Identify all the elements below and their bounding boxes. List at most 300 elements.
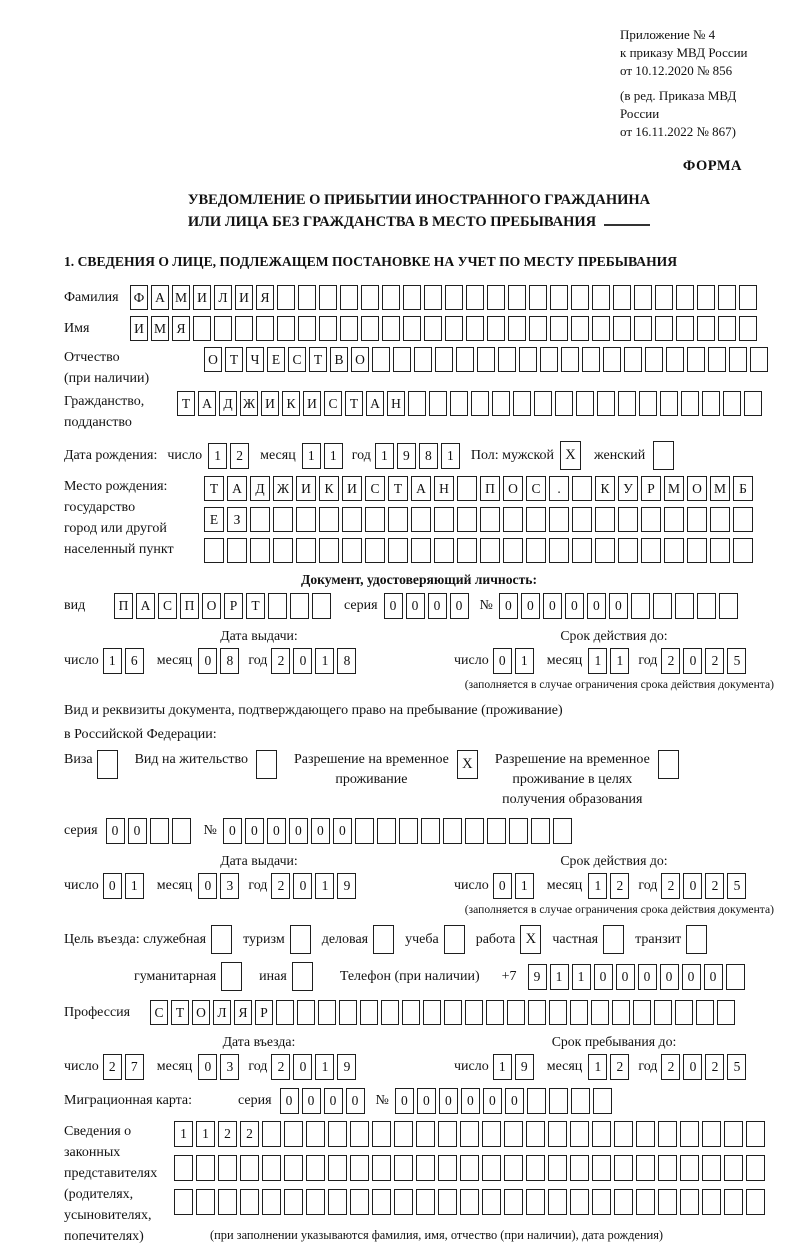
char-cell[interactable]: Д: [250, 476, 270, 501]
char-cell[interactable]: [492, 391, 510, 416]
char-cell[interactable]: [174, 1155, 193, 1181]
char-cell[interactable]: [507, 1000, 525, 1025]
char-cell[interactable]: [504, 1155, 523, 1181]
visa-checkbox[interactable]: [97, 750, 121, 779]
char-cell[interactable]: [572, 476, 592, 501]
char-cell[interactable]: [340, 316, 358, 341]
char-cell[interactable]: [697, 285, 715, 310]
char-cell[interactable]: 0: [417, 1088, 436, 1114]
migcard-series-cells[interactable]: [280, 1088, 368, 1114]
char-cell[interactable]: Л: [214, 285, 232, 310]
char-cell[interactable]: [526, 1189, 545, 1215]
char-cell[interactable]: 1: [324, 443, 343, 469]
char-cell[interactable]: [550, 285, 568, 310]
char-cell[interactable]: [696, 1000, 714, 1025]
char-cell[interactable]: 0: [245, 818, 264, 844]
char-cell[interactable]: [487, 818, 506, 844]
entry-year-cells[interactable]: [271, 1054, 359, 1080]
char-cell[interactable]: [613, 285, 631, 310]
iddoc-issue-year-cells[interactable]: [271, 648, 359, 674]
char-cell[interactable]: [746, 1121, 765, 1147]
char-cell[interactable]: 0: [293, 873, 312, 899]
migcard-number-cells[interactable]: [395, 1088, 615, 1114]
char-cell[interactable]: [434, 507, 454, 532]
char-cell[interactable]: [296, 507, 316, 532]
char-cell[interactable]: А: [151, 285, 169, 310]
char-cell[interactable]: [519, 347, 537, 372]
char-cell[interactable]: [460, 1121, 479, 1147]
char-cell[interactable]: [548, 1155, 567, 1181]
char-cell[interactable]: 1: [588, 1054, 607, 1080]
char-cell[interactable]: [382, 316, 400, 341]
char-cell[interactable]: X: [520, 925, 541, 954]
char-cell[interactable]: [526, 1121, 545, 1147]
char-cell[interactable]: [350, 1189, 369, 1215]
char-cell[interactable]: [618, 538, 638, 563]
char-cell[interactable]: [290, 925, 311, 954]
char-cell[interactable]: Т: [204, 476, 224, 501]
char-cell[interactable]: Ж: [240, 391, 258, 416]
resdoc-valid-month-cells[interactable]: [588, 873, 632, 899]
reps-row2-cells[interactable]: [174, 1155, 768, 1181]
char-cell[interactable]: [402, 1000, 420, 1025]
char-cell[interactable]: [372, 1189, 391, 1215]
char-cell[interactable]: 1: [125, 873, 144, 899]
char-cell[interactable]: П: [114, 593, 133, 619]
char-cell[interactable]: [196, 1155, 215, 1181]
char-cell[interactable]: X: [560, 441, 581, 470]
char-cell[interactable]: [526, 507, 546, 532]
char-cell[interactable]: [150, 818, 169, 844]
char-cell[interactable]: [597, 391, 615, 416]
char-cell[interactable]: [676, 285, 694, 310]
char-cell[interactable]: [284, 1155, 303, 1181]
char-cell[interactable]: [424, 285, 442, 310]
char-cell[interactable]: [319, 538, 339, 563]
char-cell[interactable]: Т: [177, 391, 195, 416]
char-cell[interactable]: О: [192, 1000, 210, 1025]
char-cell[interactable]: Н: [434, 476, 454, 501]
char-cell[interactable]: [403, 316, 421, 341]
char-cell[interactable]: 0: [128, 818, 147, 844]
char-cell[interactable]: [328, 1189, 347, 1215]
char-cell[interactable]: С: [526, 476, 546, 501]
surname-cells[interactable]: [130, 285, 760, 310]
char-cell[interactable]: 1: [208, 443, 227, 469]
char-cell[interactable]: 0: [493, 873, 512, 899]
char-cell[interactable]: 2: [661, 648, 680, 674]
char-cell[interactable]: 0: [450, 593, 469, 619]
char-cell[interactable]: Я: [172, 316, 190, 341]
char-cell[interactable]: [595, 507, 615, 532]
char-cell[interactable]: [571, 285, 589, 310]
char-cell[interactable]: [350, 1121, 369, 1147]
char-cell[interactable]: [393, 347, 411, 372]
char-cell[interactable]: О: [503, 476, 523, 501]
char-cell[interactable]: [658, 1121, 677, 1147]
char-cell[interactable]: И: [296, 476, 316, 501]
char-cell[interactable]: И: [235, 285, 253, 310]
char-cell[interactable]: [456, 347, 474, 372]
char-cell[interactable]: 0: [311, 818, 330, 844]
char-cell[interactable]: И: [303, 391, 321, 416]
profession-cells[interactable]: [150, 1000, 738, 1025]
char-cell[interactable]: [460, 1189, 479, 1215]
char-cell[interactable]: [262, 1155, 281, 1181]
char-cell[interactable]: [614, 1155, 633, 1181]
char-cell[interactable]: [681, 391, 699, 416]
char-cell[interactable]: [319, 316, 337, 341]
char-cell[interactable]: [424, 316, 442, 341]
char-cell[interactable]: О: [202, 593, 221, 619]
char-cell[interactable]: [381, 1000, 399, 1025]
char-cell[interactable]: [298, 285, 316, 310]
char-cell[interactable]: [686, 925, 707, 954]
char-cell[interactable]: [555, 391, 573, 416]
char-cell[interactable]: [744, 391, 762, 416]
char-cell[interactable]: [211, 925, 232, 954]
char-cell[interactable]: [429, 391, 447, 416]
char-cell[interactable]: Р: [641, 476, 661, 501]
char-cell[interactable]: [613, 316, 631, 341]
char-cell[interactable]: [570, 1189, 589, 1215]
char-cell[interactable]: [480, 507, 500, 532]
char-cell[interactable]: [284, 1189, 303, 1215]
char-cell[interactable]: 0: [289, 818, 308, 844]
char-cell[interactable]: [416, 1155, 435, 1181]
char-cell[interactable]: 1: [174, 1121, 193, 1147]
char-cell[interactable]: [445, 316, 463, 341]
char-cell[interactable]: 0: [346, 1088, 365, 1114]
char-cell[interactable]: [457, 476, 477, 501]
char-cell[interactable]: 0: [439, 1088, 458, 1114]
char-cell[interactable]: [504, 1189, 523, 1215]
char-cell[interactable]: [636, 1121, 655, 1147]
phone-cells[interactable]: [528, 964, 748, 990]
char-cell[interactable]: [549, 507, 569, 532]
char-cell[interactable]: [382, 285, 400, 310]
char-cell[interactable]: 0: [302, 1088, 321, 1114]
char-cell[interactable]: К: [319, 476, 339, 501]
rvp-checkbox[interactable]: [457, 750, 481, 779]
char-cell[interactable]: [680, 1155, 699, 1181]
char-cell[interactable]: У: [618, 476, 638, 501]
char-cell[interactable]: 1: [315, 648, 334, 674]
char-cell[interactable]: [724, 1121, 743, 1147]
char-cell[interactable]: [553, 818, 572, 844]
char-cell[interactable]: [306, 1189, 325, 1215]
char-cell[interactable]: [570, 1155, 589, 1181]
char-cell[interactable]: 0: [521, 593, 540, 619]
char-cell[interactable]: [697, 593, 716, 619]
char-cell[interactable]: [306, 1155, 325, 1181]
char-cell[interactable]: [457, 507, 477, 532]
char-cell[interactable]: В: [330, 347, 348, 372]
char-cell[interactable]: [457, 538, 477, 563]
char-cell[interactable]: Р: [255, 1000, 273, 1025]
char-cell[interactable]: [408, 391, 426, 416]
char-cell[interactable]: Т: [345, 391, 363, 416]
char-cell[interactable]: 1: [103, 648, 122, 674]
char-cell[interactable]: [482, 1121, 501, 1147]
char-cell[interactable]: [718, 285, 736, 310]
char-cell[interactable]: [645, 347, 663, 372]
char-cell[interactable]: 0: [106, 818, 125, 844]
char-cell[interactable]: [373, 925, 394, 954]
char-cell[interactable]: [221, 962, 242, 991]
iddoc-series-cells[interactable]: [384, 593, 472, 619]
char-cell[interactable]: [296, 538, 316, 563]
char-cell[interactable]: [612, 1000, 630, 1025]
char-cell[interactable]: 2: [218, 1121, 237, 1147]
char-cell[interactable]: [319, 507, 339, 532]
char-cell[interactable]: [658, 1189, 677, 1215]
birth-year-cells[interactable]: [375, 443, 463, 469]
char-cell[interactable]: [618, 391, 636, 416]
char-cell[interactable]: 1: [550, 964, 569, 990]
char-cell[interactable]: [377, 818, 396, 844]
char-cell[interactable]: 0: [565, 593, 584, 619]
char-cell[interactable]: 8: [220, 648, 239, 674]
iddoc-vid-cells[interactable]: [114, 593, 334, 619]
char-cell[interactable]: 0: [395, 1088, 414, 1114]
char-cell[interactable]: [614, 1189, 633, 1215]
char-cell[interactable]: 9: [528, 964, 547, 990]
char-cell[interactable]: [624, 347, 642, 372]
birth-day-cells[interactable]: [208, 443, 252, 469]
char-cell[interactable]: [710, 538, 730, 563]
purpose-sluzhebnaya-checkbox[interactable]: [211, 925, 235, 954]
char-cell[interactable]: 0: [103, 873, 122, 899]
char-cell[interactable]: [342, 538, 362, 563]
char-cell[interactable]: [531, 818, 550, 844]
char-cell[interactable]: 0: [198, 873, 217, 899]
char-cell[interactable]: С: [150, 1000, 168, 1025]
char-cell[interactable]: [416, 1189, 435, 1215]
char-cell[interactable]: 1: [515, 873, 534, 899]
char-cell[interactable]: [724, 1189, 743, 1215]
char-cell[interactable]: Е: [267, 347, 285, 372]
purpose-inaya-checkbox[interactable]: [292, 962, 316, 991]
char-cell[interactable]: [508, 316, 526, 341]
char-cell[interactable]: [561, 347, 579, 372]
char-cell[interactable]: [465, 818, 484, 844]
char-cell[interactable]: И: [261, 391, 279, 416]
char-cell[interactable]: 0: [384, 593, 403, 619]
char-cell[interactable]: [680, 1189, 699, 1215]
char-cell[interactable]: 0: [683, 873, 702, 899]
char-cell[interactable]: [582, 347, 600, 372]
char-cell[interactable]: 1: [493, 1054, 512, 1080]
char-cell[interactable]: 0: [483, 1088, 502, 1114]
char-cell[interactable]: [639, 391, 657, 416]
char-cell[interactable]: [411, 538, 431, 563]
char-cell[interactable]: [434, 538, 454, 563]
resdoc-number-cells[interactable]: [223, 818, 575, 844]
char-cell[interactable]: Т: [171, 1000, 189, 1025]
char-cell[interactable]: 2: [103, 1054, 122, 1080]
char-cell[interactable]: 1: [302, 443, 321, 469]
char-cell[interactable]: [340, 285, 358, 310]
citizenship-cells[interactable]: [177, 391, 765, 416]
char-cell[interactable]: О: [687, 476, 707, 501]
char-cell[interactable]: 1: [375, 443, 394, 469]
char-cell[interactable]: [702, 1155, 721, 1181]
char-cell[interactable]: [527, 1088, 546, 1114]
char-cell[interactable]: [268, 593, 287, 619]
char-cell[interactable]: [658, 750, 679, 779]
birth-month-cells[interactable]: [302, 443, 346, 469]
char-cell[interactable]: [528, 1000, 546, 1025]
char-cell[interactable]: 9: [397, 443, 416, 469]
char-cell[interactable]: [729, 347, 747, 372]
char-cell[interactable]: 1: [588, 648, 607, 674]
char-cell[interactable]: [653, 593, 672, 619]
char-cell[interactable]: [549, 1088, 568, 1114]
purpose-delovaya-checkbox[interactable]: [373, 925, 397, 954]
char-cell[interactable]: [292, 962, 313, 991]
reps-row3-cells[interactable]: [174, 1189, 768, 1215]
char-cell[interactable]: [726, 964, 745, 990]
char-cell[interactable]: 5: [727, 648, 746, 674]
char-cell[interactable]: [227, 538, 247, 563]
char-cell[interactable]: [214, 316, 232, 341]
char-cell[interactable]: [631, 593, 650, 619]
char-cell[interactable]: [438, 1155, 457, 1181]
entry-month-cells[interactable]: [198, 1054, 242, 1080]
char-cell[interactable]: [687, 347, 705, 372]
birthplace-row3-cells[interactable]: [204, 538, 756, 563]
char-cell[interactable]: [487, 316, 505, 341]
char-cell[interactable]: 2: [271, 648, 290, 674]
char-cell[interactable]: А: [411, 476, 431, 501]
char-cell[interactable]: [592, 1155, 611, 1181]
char-cell[interactable]: [526, 1155, 545, 1181]
char-cell[interactable]: [262, 1189, 281, 1215]
char-cell[interactable]: [746, 1155, 765, 1181]
char-cell[interactable]: [388, 507, 408, 532]
char-cell[interactable]: [277, 316, 295, 341]
purpose-rabota-checkbox[interactable]: [520, 925, 544, 954]
char-cell[interactable]: [675, 1000, 693, 1025]
char-cell[interactable]: О: [204, 347, 222, 372]
char-cell[interactable]: 1: [572, 964, 591, 990]
char-cell[interactable]: [739, 285, 757, 310]
char-cell[interactable]: [240, 1155, 259, 1181]
char-cell[interactable]: 0: [543, 593, 562, 619]
char-cell[interactable]: 0: [499, 593, 518, 619]
char-cell[interactable]: [465, 1000, 483, 1025]
char-cell[interactable]: [658, 1155, 677, 1181]
char-cell[interactable]: 3: [220, 1054, 239, 1080]
char-cell[interactable]: [482, 1189, 501, 1215]
resdoc-issue-month-cells[interactable]: [198, 873, 242, 899]
char-cell[interactable]: Д: [219, 391, 237, 416]
char-cell[interactable]: [276, 1000, 294, 1025]
char-cell[interactable]: 0: [293, 1054, 312, 1080]
char-cell[interactable]: 1: [441, 443, 460, 469]
char-cell[interactable]: [660, 391, 678, 416]
char-cell[interactable]: [174, 1189, 193, 1215]
char-cell[interactable]: [403, 285, 421, 310]
char-cell[interactable]: [636, 1189, 655, 1215]
char-cell[interactable]: [328, 1121, 347, 1147]
char-cell[interactable]: [509, 818, 528, 844]
char-cell[interactable]: 1: [315, 1054, 334, 1080]
char-cell[interactable]: 2: [705, 873, 724, 899]
purpose-ucheba-checkbox[interactable]: [444, 925, 468, 954]
char-cell[interactable]: 0: [505, 1088, 524, 1114]
char-cell[interactable]: [603, 925, 624, 954]
resdoc-valid-year-cells[interactable]: [661, 873, 749, 899]
char-cell[interactable]: 9: [337, 873, 356, 899]
char-cell[interactable]: [540, 347, 558, 372]
char-cell[interactable]: [550, 316, 568, 341]
char-cell[interactable]: 0: [683, 1054, 702, 1080]
char-cell[interactable]: [372, 1121, 391, 1147]
char-cell[interactable]: 0: [198, 1054, 217, 1080]
char-cell[interactable]: 0: [428, 593, 447, 619]
purpose-tranzit-checkbox[interactable]: [686, 925, 710, 954]
char-cell[interactable]: [504, 1121, 523, 1147]
stay-month-cells[interactable]: [588, 1054, 632, 1080]
char-cell[interactable]: 9: [337, 1054, 356, 1080]
char-cell[interactable]: [372, 1155, 391, 1181]
char-cell[interactable]: 1: [315, 873, 334, 899]
char-cell[interactable]: [723, 391, 741, 416]
char-cell[interactable]: [438, 1121, 457, 1147]
char-cell[interactable]: [444, 925, 465, 954]
purpose-gumanitarnaya-checkbox[interactable]: [221, 962, 245, 991]
char-cell[interactable]: А: [198, 391, 216, 416]
char-cell[interactable]: [487, 285, 505, 310]
char-cell[interactable]: [466, 285, 484, 310]
char-cell[interactable]: [529, 316, 547, 341]
char-cell[interactable]: [298, 316, 316, 341]
char-cell[interactable]: [634, 285, 652, 310]
char-cell[interactable]: 2: [705, 1054, 724, 1080]
iddoc-issue-day-cells[interactable]: [103, 648, 147, 674]
char-cell[interactable]: [733, 507, 753, 532]
char-cell[interactable]: Ч: [246, 347, 264, 372]
char-cell[interactable]: [250, 507, 270, 532]
stay-year-cells[interactable]: [661, 1054, 749, 1080]
char-cell[interactable]: А: [136, 593, 155, 619]
char-cell[interactable]: 0: [461, 1088, 480, 1114]
char-cell[interactable]: [570, 1121, 589, 1147]
char-cell[interactable]: [471, 391, 489, 416]
char-cell[interactable]: [97, 750, 118, 779]
resdoc-series-cells[interactable]: [106, 818, 194, 844]
char-cell[interactable]: [312, 593, 331, 619]
char-cell[interactable]: 0: [704, 964, 723, 990]
char-cell[interactable]: [592, 1189, 611, 1215]
char-cell[interactable]: 9: [515, 1054, 534, 1080]
char-cell[interactable]: [746, 1189, 765, 1215]
char-cell[interactable]: П: [480, 476, 500, 501]
char-cell[interactable]: [277, 285, 295, 310]
iddoc-issue-month-cells[interactable]: [198, 648, 242, 674]
char-cell[interactable]: [218, 1155, 237, 1181]
char-cell[interactable]: М: [664, 476, 684, 501]
char-cell[interactable]: 2: [610, 1054, 629, 1080]
char-cell[interactable]: [603, 347, 621, 372]
char-cell[interactable]: [414, 347, 432, 372]
char-cell[interactable]: [355, 818, 374, 844]
char-cell[interactable]: 3: [220, 873, 239, 899]
char-cell[interactable]: [687, 538, 707, 563]
char-cell[interactable]: [416, 1121, 435, 1147]
